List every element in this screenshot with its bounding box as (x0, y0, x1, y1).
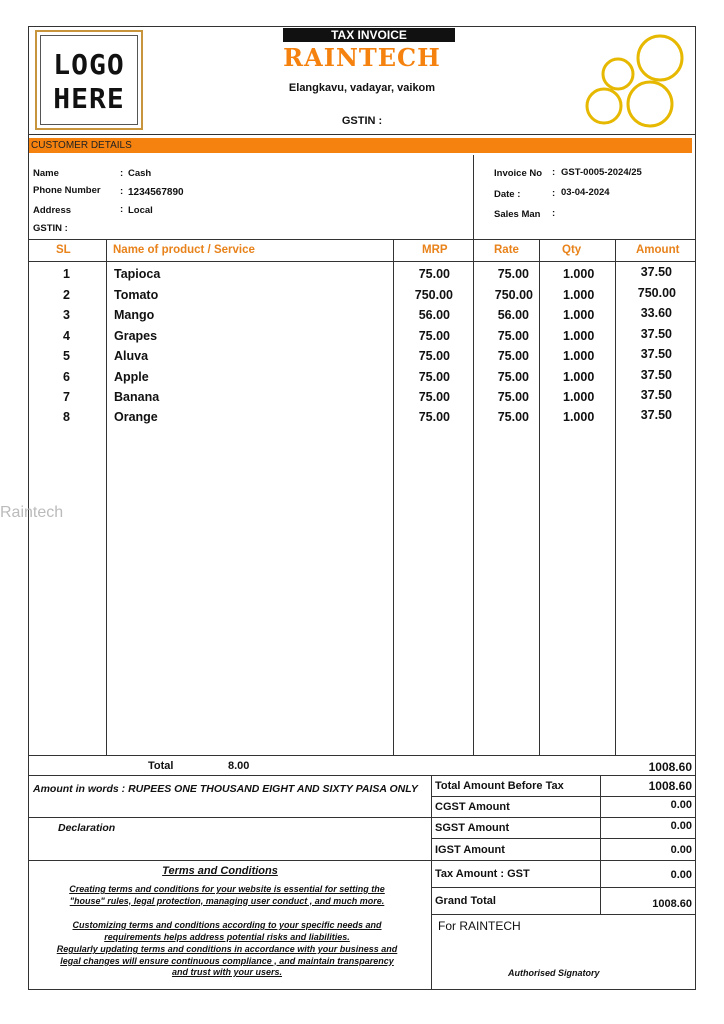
circle-2 (603, 59, 633, 89)
company-address: Elangkavu, vadayar, vaikom (288, 82, 436, 94)
table-row (0, 329, 724, 349)
cell-qty: 1.000 (563, 410, 595, 424)
before-tax-value: 1008.60 (648, 779, 692, 793)
header-sl: SL (56, 244, 71, 256)
table-row (0, 410, 724, 430)
total-label: Total (148, 760, 174, 772)
colon: : (552, 167, 556, 178)
cell-rate: 56.00 (497, 308, 529, 322)
cgst-value: 0.00 (670, 799, 692, 811)
amount-in-words: Amount in words : RUPEES ONE THOUSAND EIGHT AND SIXTY PAISA ONLY (33, 783, 418, 795)
circle-3 (587, 89, 621, 123)
cell-name: Grapes (114, 329, 158, 343)
circle-4 (628, 82, 672, 126)
customer-phone-value: 1234567890 (128, 187, 184, 198)
cell-rate: 75.00 (497, 370, 529, 384)
cell-rate: 75.00 (497, 390, 529, 404)
colon: : (120, 204, 124, 215)
grand-total-label: Grand Total (435, 895, 496, 907)
cell-name: Orange (114, 410, 158, 424)
cell-mrp: 75.00 (418, 329, 450, 343)
watermark: Raintech (0, 504, 64, 521)
cell-sl: 5 (63, 349, 70, 363)
table-row (0, 288, 724, 308)
cell-mrp: 75.00 (418, 370, 450, 384)
tax-amount-value: 0.00 (670, 869, 692, 881)
cell-sl: 4 (63, 329, 70, 343)
cell-name: Tomato (114, 288, 159, 302)
igst-value: 0.00 (670, 844, 692, 856)
customer-details-bar: CUSTOMER DETAILS (29, 138, 692, 153)
header-mrp: MRP (422, 244, 448, 256)
table-row (0, 370, 724, 390)
cell-mrp: 75.00 (418, 267, 450, 281)
cell-qty: 1.000 (563, 370, 595, 384)
cell-sl: 1 (63, 267, 70, 281)
logo-line-2: HERE (53, 82, 125, 115)
circle-1 (638, 36, 682, 80)
cell-rate: 75.00 (497, 410, 529, 424)
cell-rate: 75.00 (497, 329, 529, 343)
igst-label: IGST Amount (435, 844, 505, 856)
header-product: Name of product / Service (113, 244, 255, 256)
grand-total-value: 1008.60 (652, 898, 692, 910)
cell-sl: 6 (63, 370, 70, 384)
cell-qty: 1.000 (563, 267, 595, 281)
cgst-label: CGST Amount (435, 801, 510, 813)
cell-name: Mango (114, 308, 155, 322)
cell-amount: 33.60 (640, 306, 672, 320)
cell-qty: 1.000 (563, 349, 595, 363)
terms-title: Terms and Conditions (162, 865, 278, 877)
cell-rate: 750.00 (494, 288, 533, 302)
customer-name-label: Name (33, 168, 59, 179)
cell-mrp: 75.00 (418, 410, 450, 424)
terms-paragraph-2: Customizing terms and conditions according to your specific needs and requirements helps address potential risks and liabilities. (72, 920, 382, 942)
cell-qty: 1.000 (563, 308, 595, 322)
cell-rate: 75.00 (497, 267, 529, 281)
colon: : (120, 186, 124, 197)
colon: : (552, 208, 556, 219)
declaration: Declaration (58, 822, 116, 834)
terms-paragraph-3: Regularly updating terms and conditions in accordance with your business and legal changes will ensure continuous compliance , and maintain transparency and trust with your users. (56, 944, 398, 977)
cell-amount: 750.00 (637, 286, 676, 300)
cell-amount: 37.50 (640, 368, 672, 382)
logo-box (35, 30, 143, 130)
cell-rate: 75.00 (497, 349, 529, 363)
invoice-no-label: Invoice No (494, 168, 543, 179)
circles-decoration (580, 34, 692, 132)
cell-name: Banana (114, 390, 160, 404)
cell-sl: 2 (63, 288, 70, 302)
table-row (0, 349, 724, 369)
authorised-signatory: Authorised Signatory (508, 968, 600, 978)
cell-name: Tapioca (114, 267, 161, 281)
customer-name-value: Cash (128, 168, 152, 179)
cell-amount: 37.50 (640, 388, 672, 402)
company-name: RAINTECH (283, 43, 441, 72)
before-tax-label: Total Amount Before Tax (435, 780, 564, 792)
cell-qty: 1.000 (563, 288, 595, 302)
header-qty: Qty (562, 244, 582, 256)
colon: : (120, 168, 124, 179)
header-amount: Amount (636, 244, 680, 256)
cell-amount: 37.50 (640, 408, 672, 422)
invoice-date-value: 03-04-2024 (561, 187, 610, 198)
header-rate: Rate (494, 244, 519, 256)
colon: : (552, 188, 556, 199)
logo-line-1: LOGO (53, 48, 125, 81)
for-company: For RAINTECH (438, 919, 521, 933)
cell-mrp: 750.00 (414, 288, 453, 302)
customer-address-label: Address (33, 205, 72, 216)
salesman-label: Sales Man (494, 209, 541, 220)
customer-gstin-label: GSTIN : (33, 223, 68, 234)
cell-qty: 1.000 (563, 390, 595, 404)
cell-name: Apple (114, 370, 149, 384)
cell-amount: 37.50 (640, 265, 672, 279)
table-row (0, 390, 724, 410)
cell-amount: 37.50 (640, 327, 672, 341)
cell-mrp: 56.00 (418, 308, 450, 322)
cell-amount: 37.50 (640, 347, 672, 361)
cell-sl: 8 (63, 410, 70, 424)
cell-qty: 1.000 (563, 329, 595, 343)
table-row (0, 308, 724, 328)
total-amount: 1008.60 (648, 760, 692, 774)
company-gstin: GSTIN : (341, 115, 383, 127)
cell-mrp: 75.00 (418, 390, 450, 404)
total-qty: 8.00 (228, 760, 250, 772)
cell-mrp: 75.00 (418, 349, 450, 363)
customer-phone-label: Phone Number (33, 185, 101, 196)
cell-sl: 7 (63, 390, 70, 404)
sgst-label: SGST Amount (435, 822, 510, 834)
tax-invoice-banner: TAX INVOICE (283, 28, 455, 42)
customer-address-value: Local (128, 205, 153, 216)
table-row (0, 267, 724, 287)
tax-amount-label: Tax Amount : GST (435, 868, 530, 880)
cell-sl: 3 (63, 308, 70, 322)
cell-name: Aluva (114, 349, 149, 363)
invoice-date-label: Date : (494, 189, 521, 200)
terms-paragraph-1: Creating terms and conditions for your website is essential for setting the "house" rules, legal protection, managing user conduct , and much more. (69, 884, 385, 906)
sgst-value: 0.00 (670, 820, 692, 832)
invoice-no-value: GST-0005-2024/25 (561, 167, 642, 178)
